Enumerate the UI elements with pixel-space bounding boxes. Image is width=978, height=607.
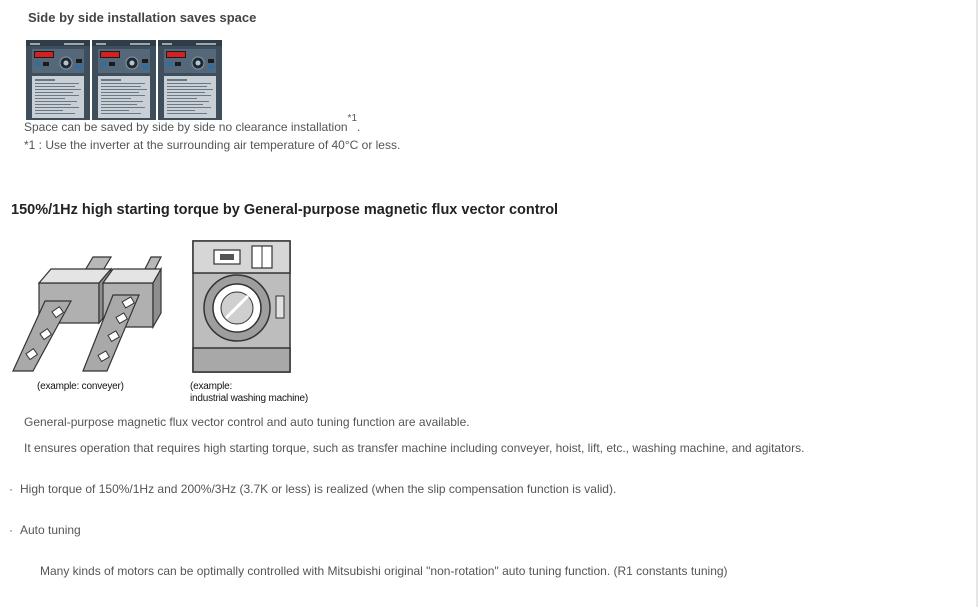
caption-conveyer: (example: conveyer) (37, 381, 124, 392)
bullet-marker: · (9, 523, 13, 537)
paragraph-high-torque-uses: It ensures operation that requires high starting torque, such as transfer machine including conveyer, hoist, lift, etc., washing machine, and agitators. (24, 441, 805, 455)
footnote: *1 : Use the inverter at the surrounding air temperature of 40°C or less. (24, 138, 401, 152)
installation-note-end: . (357, 120, 361, 134)
washing-machine-illustration (192, 240, 292, 374)
caption-washer-line2: industrial washing machine) (190, 393, 308, 404)
section-title-side-by-side: Side by side installation saves space (28, 10, 257, 25)
installation-note (24, 113, 361, 134)
inverters-side-by-side-image (26, 40, 222, 120)
paragraph-vector-control: General-purpose magnetic flux vector control and auto tuning function are available. (24, 415, 470, 429)
bullet-high-torque: High torque of 150%/1Hz and 200%/3Hz (3.7K or less) is realized (when the slip compensation function is valid). (20, 482, 617, 496)
conveyer-illustration (11, 255, 163, 373)
bullet-marker: · (9, 482, 13, 496)
caption-washer-line1: (example: (190, 381, 233, 392)
footnote-marker: *1 (347, 113, 357, 124)
installation-note-text: Space can be saved by side by side no clearance installation (24, 120, 348, 134)
bullet-auto-tuning: Auto tuning (20, 523, 81, 537)
auto-tuning-description: Many kinds of motors can be optimally controlled with Mitsubishi original "non-rotation" auto tuning function. (R1 constants tuning) (40, 564, 728, 578)
section-title-torque: 150%/1Hz high starting torque by General-purpose magnetic flux vector control (11, 202, 559, 218)
